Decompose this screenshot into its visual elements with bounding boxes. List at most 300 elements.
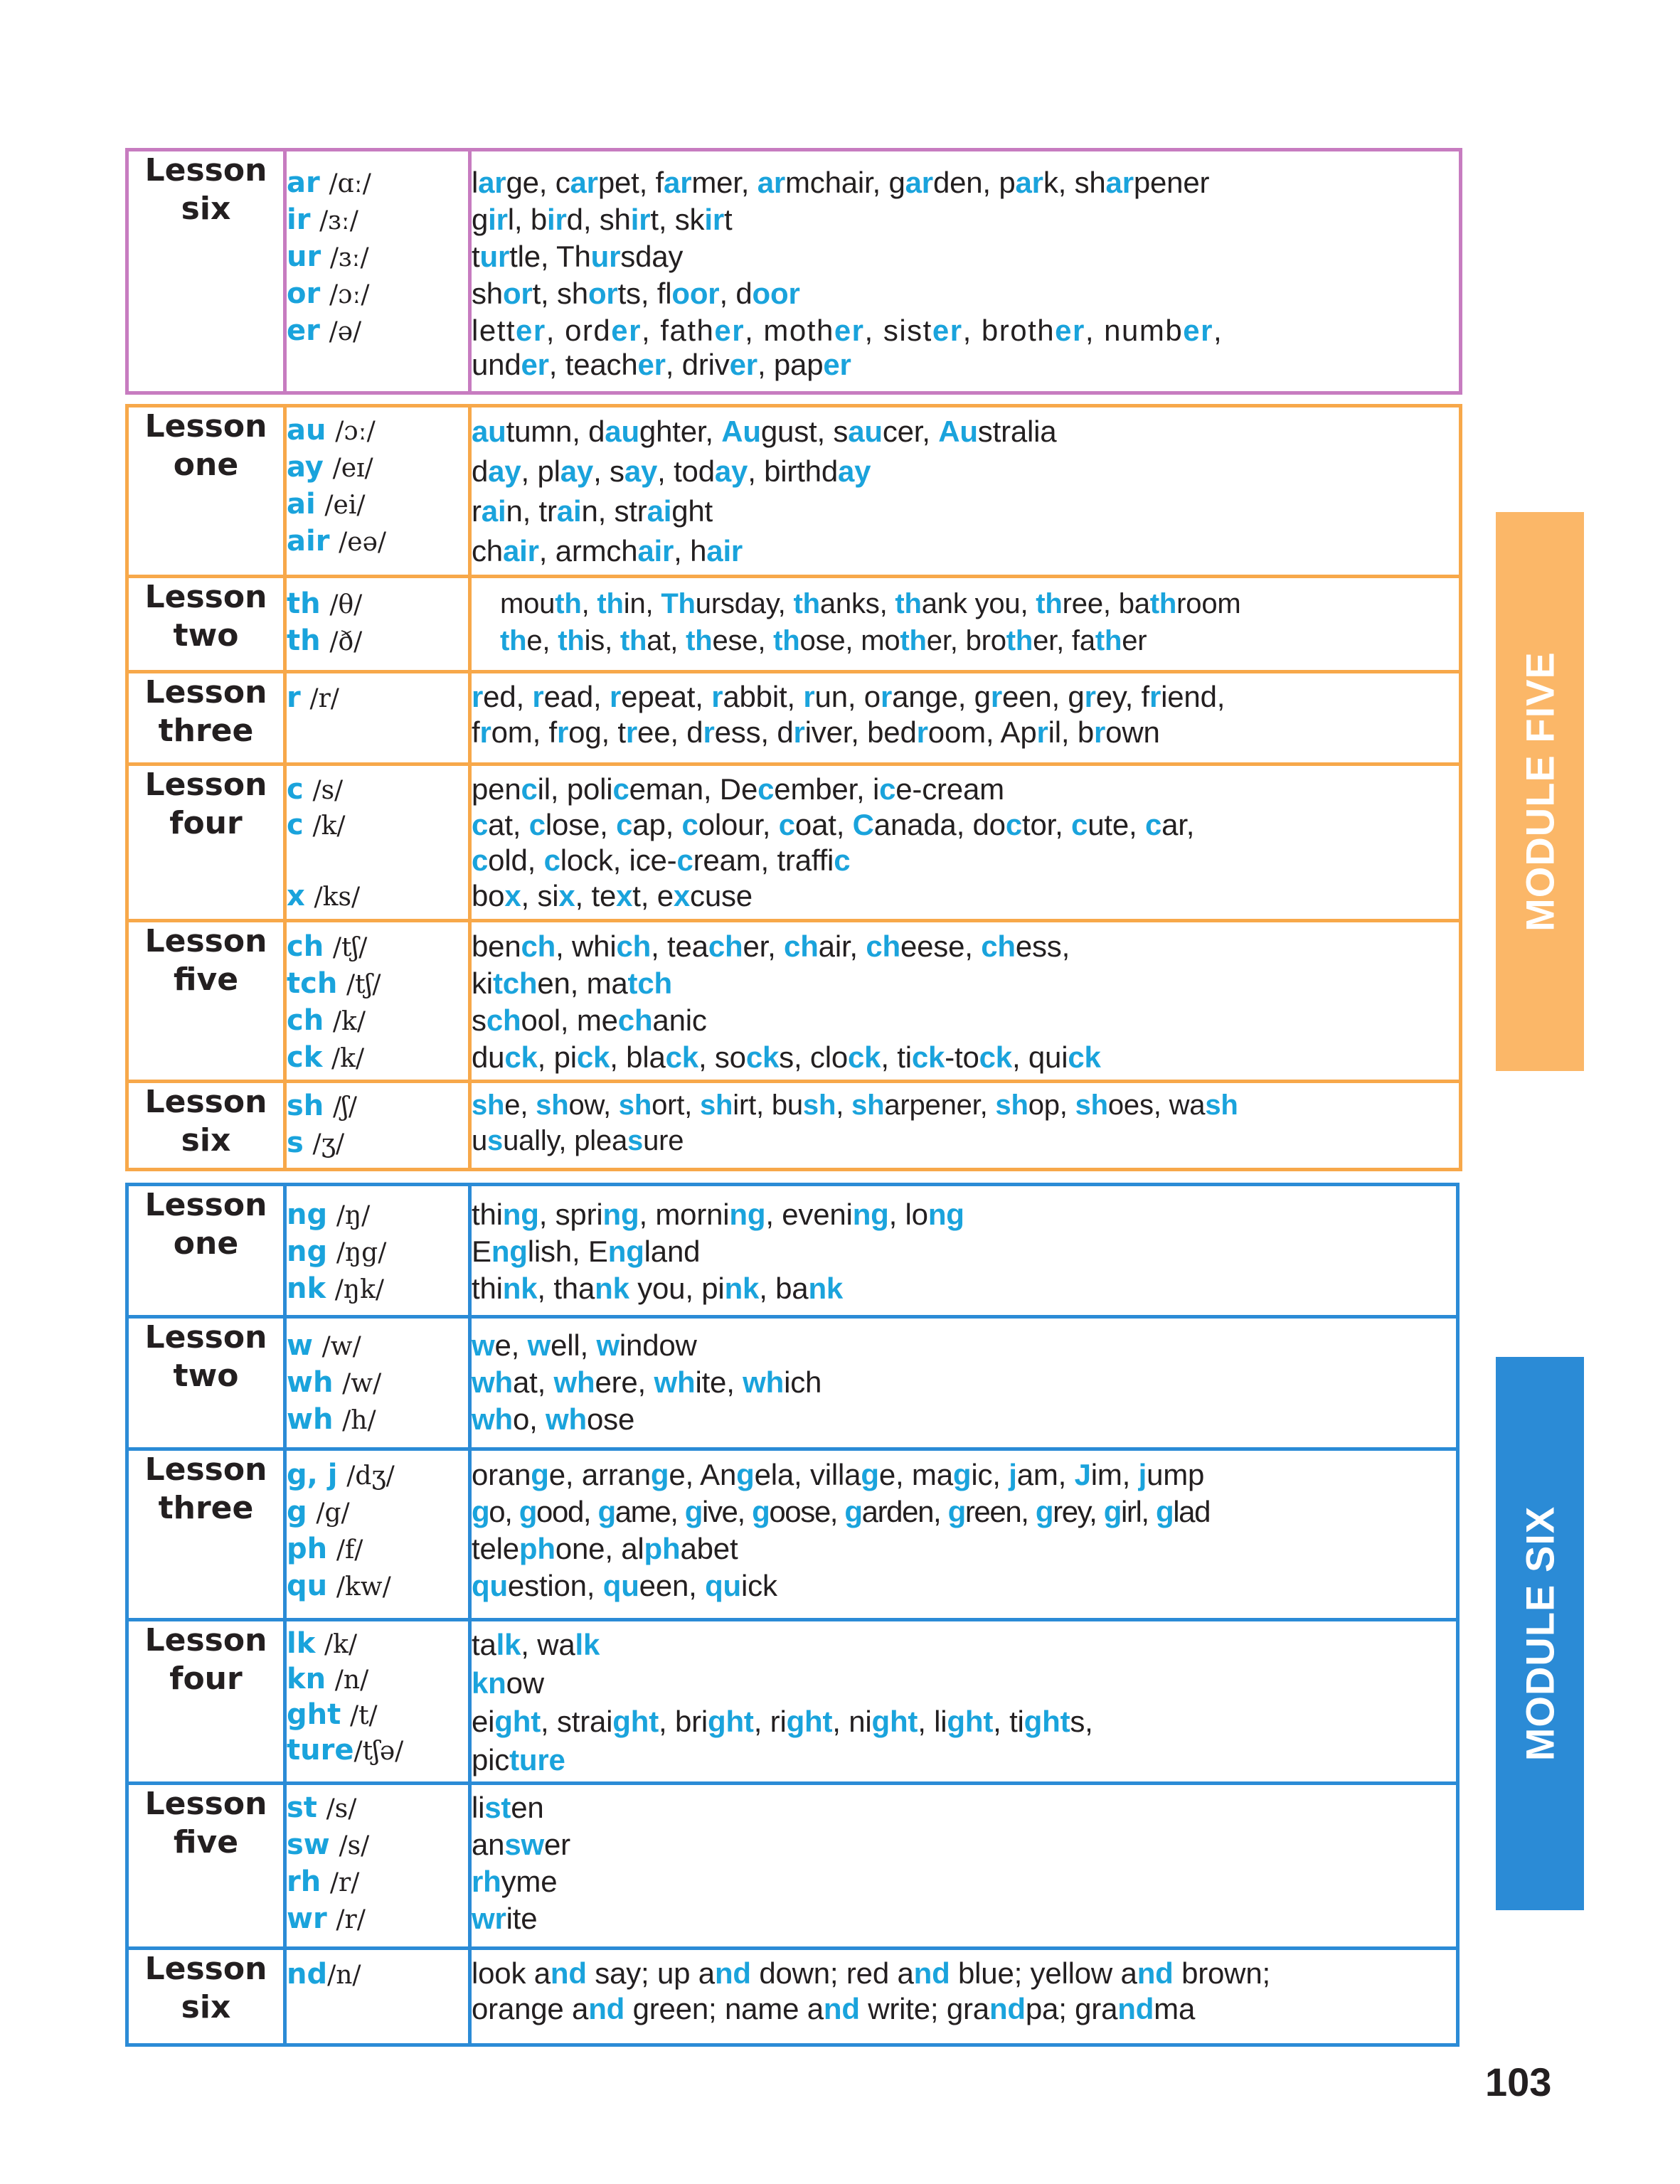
highlighted-letters: sh (1205, 1090, 1238, 1121)
highlighted-letters: c (521, 772, 538, 806)
word-line: day, play, say, today, birthday (472, 454, 871, 488)
lesson-cell (127, 1317, 285, 1449)
highlighted-letters: ght (708, 1705, 754, 1738)
highlighted-letters: ir (547, 203, 567, 236)
highlighted-letters: au (605, 415, 639, 448)
module-five-label: MODULE FIVE (1517, 651, 1563, 932)
highlighted-letters: ght (1024, 1705, 1070, 1738)
sounds-cell (285, 577, 470, 672)
highlighted-letters: r (557, 715, 569, 749)
highlighted-letters: or (502, 277, 533, 310)
highlighted-letters: ck (979, 1040, 1012, 1074)
highlighted-letters: th (900, 625, 927, 656)
sound-line: sw /s/ (287, 1828, 370, 1861)
sound-line: air /eə/ (287, 525, 387, 558)
module-five-table (125, 404, 1462, 1171)
highlighted-letters: nd (550, 1956, 587, 1990)
highlighted-letters: th (1149, 588, 1177, 619)
lesson-cell (127, 1185, 285, 1317)
sound-line: ng /ŋ/ (287, 1198, 371, 1231)
table-row (127, 1784, 1458, 1949)
highlighted-letters: st (484, 1791, 511, 1824)
highlighted-letters: r (479, 715, 491, 749)
word-line: bench, which, teacher, chair, cheese, chess, (472, 929, 1070, 963)
lesson-cell (127, 150, 285, 393)
highlighted-letters: g (1035, 1495, 1053, 1528)
highlighted-letters: j (1009, 1458, 1017, 1491)
lesson-cell (127, 406, 285, 577)
table-row (127, 1082, 1461, 1170)
word-line: listen (472, 1791, 544, 1824)
lesson-label: Lesson (144, 767, 267, 803)
highlighted-letters: r (711, 680, 723, 713)
sound-line: ck /k/ (287, 1041, 365, 1074)
highlighted-letters: J (1074, 1458, 1091, 1491)
highlighted-letters: ck (848, 1040, 881, 1074)
highlighted-letters: ch (784, 929, 819, 963)
word-line: autumn, daughter, August, saucer, Australia (472, 415, 1057, 448)
highlighted-letters: ph (519, 1532, 555, 1565)
sounds-cell (285, 1082, 470, 1170)
highlighted-letters: ck (665, 1040, 698, 1074)
highlighted-letters: th (773, 625, 800, 656)
highlighted-letters: ay (714, 454, 748, 488)
highlighted-letters: Th (661, 588, 696, 619)
word-line: eight, straight, bright, right, night, light, tights, (472, 1705, 1093, 1738)
word-line: girl, bird, shirt, skirt (472, 203, 733, 236)
word-line: box, six, text, excuse (472, 879, 753, 912)
highlighted-letters: wh (546, 1402, 587, 1436)
highlighted-letters: wh (654, 1365, 696, 1399)
highlighted-letters: c (612, 772, 629, 806)
lesson-number: five (173, 962, 239, 998)
lesson-label: Lesson (144, 408, 267, 444)
words-cell (470, 672, 1461, 765)
sound-line: w /w/ (287, 1329, 361, 1362)
words-cell (470, 406, 1461, 577)
lesson-label: Lesson (144, 923, 267, 959)
table-row (127, 1317, 1458, 1449)
word-line: who, whose (472, 1402, 635, 1436)
sounds-cell (285, 765, 470, 921)
highlighted-letters: er (823, 348, 851, 381)
word-line: she, show, short, shirt, bush, sharpener, shop, shoes, wash (472, 1090, 1238, 1121)
sound-line: th /ð/ (287, 624, 363, 657)
highlighted-letters: th (793, 588, 820, 619)
highlighted-letters: c (676, 843, 693, 877)
lesson-cell (127, 577, 285, 672)
highlighted-letters: ur (590, 240, 621, 273)
highlighted-letters: ch (617, 1003, 653, 1037)
highlighted-letters: qu (705, 1569, 742, 1602)
highlighted-letters: er (516, 314, 546, 347)
highlighted-letters: th (597, 588, 624, 619)
highlighted-letters: c (1144, 808, 1162, 841)
sounds-cell (285, 1185, 470, 1317)
highlighted-letters: nd (588, 1992, 625, 2025)
highlighted-letters: g (844, 1495, 862, 1528)
lesson-cell (127, 672, 285, 765)
sound-line: rh /r/ (287, 1865, 360, 1898)
sound-line: nd/n/ (287, 1958, 361, 1991)
words-cell (470, 1949, 1458, 2045)
highlighted-letters: oor (752, 277, 800, 310)
highlighted-letters: ng (927, 1198, 964, 1231)
word-line: mouth, thin, Thursday, thanks, thank you, three, bathroom (500, 588, 1241, 619)
word-line: under, teacher, driver, paper (472, 348, 851, 381)
highlighted-letters: ir (488, 203, 508, 236)
highlighted-letters: er (521, 348, 549, 381)
highlighted-letters: nk (724, 1272, 760, 1305)
highlighted-letters: g (952, 1458, 972, 1491)
sound-line: ght /t/ (287, 1698, 378, 1731)
highlighted-letters: c (757, 772, 775, 806)
word-line: English, England (472, 1235, 701, 1268)
highlighted-letters: ch (708, 929, 743, 963)
sound-line: sh /ʃ/ (287, 1090, 358, 1122)
highlighted-letters: rh (472, 1865, 501, 1898)
highlighted-letters: au (472, 415, 506, 448)
words-cell (470, 577, 1461, 672)
highlighted-letters: ck (911, 1040, 945, 1074)
highlighted-letters: r (916, 715, 928, 749)
sound-line: tch /tʃ/ (287, 967, 381, 1000)
highlighted-letters: ch (486, 1003, 521, 1037)
highlighted-letters: sh (700, 1090, 733, 1121)
sound-line: wh /h/ (287, 1403, 376, 1436)
highlighted-letters: er (714, 314, 745, 347)
word-line: talk, walk (472, 1628, 600, 1661)
lesson-cell (127, 921, 285, 1082)
lesson-number: five (173, 1824, 239, 1860)
sound-line: ture/tʃə/ (287, 1734, 404, 1767)
highlighted-letters: ng (502, 1198, 539, 1231)
highlighted-letters: j (1138, 1458, 1147, 1491)
sounds-cell (285, 1317, 470, 1449)
module-six-label: MODULE SIX (1517, 1506, 1563, 1762)
sounds-cell (285, 150, 470, 393)
highlighted-letters: er (611, 314, 642, 347)
word-line: write (472, 1902, 538, 1935)
lesson-label: Lesson (144, 1951, 267, 1987)
words-cell (470, 1449, 1458, 1620)
highlighted-letters: r (532, 680, 544, 713)
sound-line: st /s/ (287, 1791, 357, 1824)
word-line: school, mechanic (472, 1003, 707, 1037)
lesson-label: Lesson (144, 1451, 267, 1488)
highlighted-letters: r (703, 715, 715, 749)
highlighted-letters: s (627, 1125, 644, 1156)
sound-line: ch /k/ (287, 1004, 366, 1037)
sound-line: c /s/ (287, 773, 344, 806)
word-line: think, thank you, pink, bank (472, 1272, 844, 1305)
highlighted-letters: g (597, 1495, 615, 1528)
table-row (127, 1620, 1458, 1784)
highlighted-letters: ck (1068, 1040, 1101, 1074)
highlighted-letters: er (637, 348, 666, 381)
highlighted-letters: ar (757, 166, 786, 199)
word-line: thing, spring, morning, evening, long (472, 1198, 964, 1231)
sounds-cell (285, 1784, 470, 1949)
highlighted-letters: ght (786, 1705, 833, 1738)
sound-line: x /ks/ (287, 880, 361, 912)
word-line: from, frog, tree, dress, driver, bedroom, April, brown (472, 715, 1160, 749)
lesson-label: Lesson (144, 1084, 267, 1120)
lesson-number: four (169, 1661, 243, 1697)
words-cell (470, 765, 1461, 921)
highlighted-letters: c (879, 772, 896, 806)
page-number: 103 (1485, 2060, 1552, 2104)
word-line: rain, train, straight (472, 494, 713, 528)
highlighted-letters: sh (995, 1090, 1028, 1121)
sound-line: kn /n/ (287, 1663, 369, 1695)
table-row (127, 1949, 1458, 2045)
highlighted-letters: th (555, 588, 582, 619)
highlighted-letters: er (1183, 314, 1213, 347)
highlighted-letters: x (673, 879, 691, 912)
highlighted-letters: r (803, 680, 815, 713)
sounds-cell (285, 672, 470, 765)
lesson-number: six (181, 1989, 231, 2025)
sound-line: wr /r/ (287, 1902, 366, 1935)
highlighted-letters: c (543, 843, 560, 877)
highlighted-letters: ar (664, 166, 692, 199)
highlighted-letters: th (620, 625, 647, 656)
highlighted-letters: sh (472, 1090, 505, 1121)
lesson-cell (127, 1949, 285, 2045)
sound-line: ay /eɪ/ (287, 451, 373, 484)
highlighted-letters: ai (556, 494, 582, 528)
highlighted-letters: c (472, 808, 489, 841)
highlighted-letters: g (650, 1458, 669, 1491)
word-line: answer (472, 1828, 570, 1861)
highlighted-letters: or (588, 277, 618, 310)
highlighted-letters: nd (913, 1956, 950, 1990)
word-line: cold, clock, ice-cream, traffic (472, 843, 851, 877)
highlighted-letters: wr (472, 1902, 506, 1935)
sound-line: s /ʒ/ (287, 1126, 345, 1159)
highlighted-letters: r (1036, 715, 1048, 749)
highlighted-letters: g (531, 1458, 549, 1491)
highlighted-letters: g (684, 1495, 703, 1528)
highlighted-letters: ar (478, 166, 506, 199)
highlighted-letters: th (1006, 625, 1033, 656)
table-row (127, 765, 1461, 921)
module-five-tab (1496, 512, 1584, 1071)
highlighted-letters: qu (602, 1569, 639, 1602)
highlighted-letters: Au (938, 415, 978, 448)
highlighted-letters: air (637, 534, 674, 568)
highlighted-letters: nk (502, 1272, 538, 1305)
highlighted-letters: nd (714, 1956, 751, 1990)
highlighted-letters: nd (823, 1992, 860, 2025)
highlighted-letters: air (502, 534, 539, 568)
words-cell (470, 1317, 1458, 1449)
lesson-number: six (181, 1122, 231, 1158)
highlighted-letters: c (778, 808, 795, 841)
sound-line: ph /f/ (287, 1533, 363, 1565)
highlighted-letters: c (1005, 808, 1022, 841)
highlighted-letters: ay (488, 454, 521, 488)
word-line: kitchen, match (472, 966, 672, 1000)
top-lesson-table (125, 148, 1462, 395)
highlighted-letters: ai (481, 494, 506, 528)
lesson-label: Lesson (144, 1319, 267, 1355)
highlighted-letters: r (990, 680, 1002, 713)
highlighted-letters: ght (612, 1705, 659, 1738)
highlighted-letters: ir (704, 203, 724, 236)
highlighted-letters: ar (1015, 166, 1043, 199)
highlighted-letters: Au (721, 415, 761, 448)
highlighted-letters: ar (570, 166, 598, 199)
lesson-label: Lesson (144, 674, 267, 710)
word-line: short, shorts, floor, door (472, 277, 800, 310)
lesson-cell (127, 765, 285, 921)
word-line: red, read, repeat, rabbit, run, orange, green, grey, friend, (472, 680, 1226, 713)
highlighted-letters: c (472, 843, 489, 877)
word-line: telephone, alphabet (472, 1532, 738, 1565)
highlighted-letters: ng (729, 1198, 766, 1231)
highlighted-letters: g (861, 1458, 879, 1491)
highlighted-letters: r (793, 715, 805, 749)
highlighted-letters: c (1071, 808, 1088, 841)
highlighted-letters: ar (1105, 166, 1134, 199)
words-cell (470, 1784, 1458, 1949)
highlighted-letters: ir (630, 203, 651, 236)
words-cell (470, 1082, 1461, 1170)
table-row (127, 1185, 1458, 1317)
words-cell (470, 150, 1461, 393)
highlighted-letters: ch (616, 929, 652, 963)
sound-line: ch /tʃ/ (287, 930, 368, 963)
highlighted-letters: r (472, 680, 484, 713)
highlighted-letters: nk (595, 1272, 629, 1305)
highlighted-letters: g (519, 1495, 537, 1528)
lesson-number: six (181, 191, 231, 227)
sounds-cell (285, 921, 470, 1082)
sound-line: ur /ɜː/ (287, 240, 369, 273)
highlighted-letters: ght (871, 1705, 918, 1738)
sound-line: or /ɔː/ (287, 277, 370, 310)
sound-line: ng /ŋg/ (287, 1235, 387, 1268)
word-line: question, queen, quick (472, 1569, 777, 1602)
highlighted-letters: ng (852, 1198, 889, 1231)
highlighted-letters: sw (504, 1828, 544, 1861)
highlighted-letters: r (1084, 680, 1096, 713)
highlighted-letters: nk (808, 1272, 844, 1305)
word-line: know (472, 1666, 544, 1700)
highlighted-letters: ng (602, 1198, 639, 1231)
highlighted-letters: er (834, 314, 865, 347)
highlighted-letters: c (528, 808, 546, 841)
word-line: picture (472, 1743, 565, 1777)
lesson-number: three (158, 1490, 254, 1526)
lesson-cell (127, 1082, 285, 1170)
highlighted-letters: oor (671, 277, 720, 310)
lesson-number: two (173, 617, 239, 654)
highlighted-letters: g (1155, 1495, 1174, 1528)
lesson-cell (127, 1449, 285, 1620)
module-six-table (125, 1183, 1460, 2047)
word-line: orange and green; name and write; grandpa; grandma (472, 1992, 1196, 2025)
highlighted-letters: er (1055, 314, 1085, 347)
highlighted-letters: th (1036, 588, 1063, 619)
highlighted-letters: ck (504, 1040, 538, 1074)
highlighted-letters: air (706, 534, 743, 568)
highlighted-letters: ay (560, 454, 594, 488)
highlighted-letters: x (616, 879, 633, 912)
highlighted-letters: th (500, 625, 527, 656)
highlighted-letters: w (472, 1328, 495, 1362)
lesson-label: Lesson (144, 1187, 267, 1223)
sounds-cell (285, 1949, 470, 2045)
sounds-cell (285, 406, 470, 577)
lesson-number: three (158, 713, 254, 749)
highlighted-letters: kn (472, 1666, 506, 1700)
highlighted-letters: ur (479, 240, 510, 273)
highlighted-letters: c (834, 843, 851, 877)
highlighted-letters: s (487, 1125, 504, 1156)
highlighted-letters: r (625, 715, 638, 749)
word-line: turtle, Thursday (472, 240, 684, 273)
highlighted-letters: r (610, 680, 622, 713)
highlighted-letters: ph (644, 1532, 681, 1565)
highlighted-letters: th (686, 625, 713, 656)
word-line: go, good, game, give, goose, garden, green, grey, girl, glad (472, 1495, 1211, 1528)
lesson-cell (127, 1784, 285, 1949)
highlighted-letters: C (852, 808, 874, 841)
highlighted-letters: ture (509, 1743, 565, 1777)
lesson-label: Lesson (144, 1786, 267, 1822)
highlighted-letters: sh (851, 1090, 885, 1121)
highlighted-letters: x (504, 879, 521, 912)
table-row (127, 577, 1461, 672)
highlighted-letters: ar (905, 166, 933, 199)
highlighted-letters: ng (607, 1235, 644, 1268)
highlighted-letters: ng (491, 1235, 528, 1268)
sound-line: g /g/ (287, 1496, 350, 1528)
words-cell (470, 1185, 1458, 1317)
highlighted-letters: nd (1137, 1956, 1174, 1990)
highlighted-letters: x (558, 879, 575, 912)
table-row (127, 150, 1461, 393)
word-line: large, carpet, farmer, armchair, garden, park, sharpener (472, 166, 1210, 199)
highlighted-letters: er (932, 314, 963, 347)
highlighted-letters: wh (472, 1365, 513, 1399)
lesson-number: four (169, 805, 243, 841)
sound-line: lk /k/ (287, 1627, 358, 1660)
highlighted-letters: qu (472, 1569, 508, 1602)
highlighted-letters: ck (576, 1040, 610, 1074)
highlighted-letters: w (527, 1328, 551, 1362)
lesson-label: Lesson (144, 579, 267, 615)
sound-line: nk /ŋk/ (287, 1272, 385, 1305)
highlighted-letters: g (752, 1495, 770, 1528)
highlighted-letters: nd (1117, 1992, 1154, 2025)
word-line: duck, pick, black, socks, clock, tick-tock, quick (472, 1040, 1101, 1074)
highlighted-letters: ght (947, 1705, 994, 1738)
word-line: we, well, window (472, 1328, 697, 1362)
highlighted-letters: sh (802, 1090, 836, 1121)
highlighted-letters: sh (536, 1090, 569, 1121)
sound-line: th /θ/ (287, 587, 363, 620)
lesson-number: one (173, 447, 239, 483)
highlighted-letters: lk (575, 1628, 600, 1661)
highlighted-letters: wh (743, 1365, 785, 1399)
highlighted-letters: ch (521, 929, 556, 963)
table-row (127, 406, 1461, 577)
highlighted-letters: g (472, 1495, 489, 1528)
